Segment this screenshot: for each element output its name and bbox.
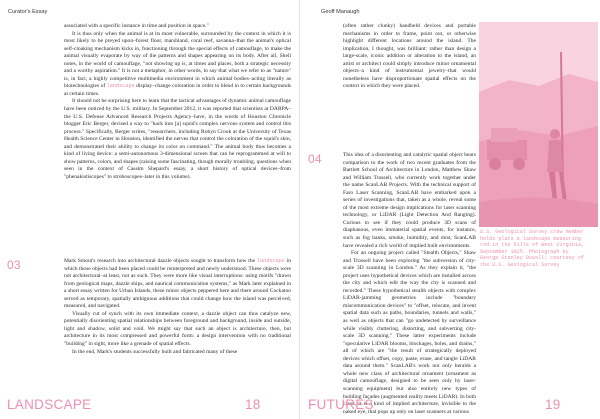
right-body-top xyxy=(343,23,476,91)
left-body-bottom xyxy=(64,258,291,356)
survey-photo-image xyxy=(479,22,598,227)
survey-photo xyxy=(479,22,598,227)
highlighted-term: landscape xyxy=(106,83,135,90)
right-section-number: 04 xyxy=(308,152,322,166)
left-body-top xyxy=(64,23,291,181)
body-paragraph: Visually cut of synch with its own immediate context, a dazzle object can thus catalyze new, potentially disorienting spatial relationships between foreground and background, inside and outside, light and shadow, solid and void. We might say that such an object is architecture, then, but architecture in its most compressed and powerful form: a design intervention with no traditional "building" in sight, more like a grenade of spatial effects. xyxy=(64,310,291,348)
body-paragraph: associated with a specific instance in time and position in space." xyxy=(64,23,209,29)
left-page-number: 18 xyxy=(245,397,261,412)
body-paragraph: This idea of a disorienting and catalytic spatial object bears comparison to the work of two recent graduates from the Bartlett School of Architecture in London, Matthew Shaw and William Trossell, who currently work together under the name ScanLAB Projects. With the technical support of Faro Laser Scanning, ScanLAB have embarked upon a series of investigations that, taken as a whole, reveal some of the most extreme design implications for laser scanning technology, or LiDAR (Light Detection And Ranging). Curious to see if they could produce 3D scans of diaphanous, even immaterial spatial events, for instance, such as fog banks, smoke, humidity, and mist, ScanLAB have revealed a rich world of implied built environments. xyxy=(343,152,476,249)
highlighted-term: landscape xyxy=(256,258,285,264)
right-body-bottom xyxy=(343,152,476,416)
right-running-head: Geoff Manaugh xyxy=(321,9,360,15)
body-paragraph: It is thus only when the animal is at its most vulnerable, surrounded by the context in which it is most likely to be preyed upon–forest floor, marshland, coral reef, savanna–that the animal's optical self-cloaking mechanism kicks in, functioning through the special effects of camouflage, to make the animal visually evaporate by way of the patterns and shapes appearing on its body. After all, Shell notes, in the world of camouflage, "not showing up is, at times and places, both a strategic necessity and a worthy aspiration." It is not a metaphor, in other words, to say that what we refer to as "nature" is, in fact, a highly competitive multimedia environment in which animal bodies–acting literally as biotechnologies of landscape display–change coloration in order to blend in to certain backgrounds at certain times. xyxy=(64,30,291,97)
right-page-number: 19 xyxy=(545,397,561,412)
body-paragraph: Mark Smout's research into architectural dazzle objects sought to transform how the landscape in which those objects had been placed could be reinterpreted and newly understood. These objects were not architectural–at least, not as such. They were more like visual interruptions: using motifs "drawn from geological maps, dazzle ships, and nautical communication systems," as Mark later explained in a short essay written for Urban Islands, these minor objects peppered here and there around Cockatoo served as temporary, spatially ambiguous additions that could change how the island was perceived, measured, and navigated. xyxy=(64,258,291,310)
body-paragraph: It should not be surprising here to learn that the tactical advantages of dynamic animal camouflage have been noticed by the U.S. military. In September 2012, it was reported that scientists at DARPA–the U.S. Defense Advanced Research Projects Agency–have, in the words of Houston Chronicle blogger Eric Berger, devised a way to "hack into [a] squid's complex nervous system and control this process." Specifically, Berger writes, "researchers, including Robyn Crook at the University of Texas Health Science Center in Houston, identified the nerves that control the coloration of the squid's skin, and demonstrated their ability to change its color on command." The animal body thus becomes a kind of living device: a semi-autonomous 3-dimensional screen that can be reprogrammed at will to show patterns, colors, and shapes (raising some fascinating, though morally troubling, questions when seen in the context of Cassim Shepard's essay, a short history of optical devices–from "phenakistiscopes" to stroboscopes–later in this volume). xyxy=(64,98,291,180)
body-paragraph: For an ongoing project called "Stealth Objects," Shaw and Trossell have been exploring "the subversion of city-scale 3D scanning in London." As they explain it, "the project uses hypothetical devices which are installed across the city and which edit the way the city is scanned and recorded." These hypothetical stealth objects with complex LiDAR-jamming geometries include "boundary miscommunication devices" to "offset, relocate, and invent spatial data such as paths, boundaries, tunnels and walls," as well as objects that can "go undetected by surveillance while visibly cluttering, distorting, and subverting city-scale 3D scanning." These latter experiments include "speculative LiDAR blooms, blockages, holes, and drains," all of which are "the result of strategically deployed devices which offset, copy, paste, erase, and tangle LiDAR data around them." ScanLAB's work not only heralds a whole new class of architectural ornament (ornament as digital camouflage, designed to be seen only by laser-scanning equipment) but also entirely new types of building façades (augmented reality meets LiDAR). In both cases, it is a kind of implied architecture, invisible to the naked eye, that pops up only on laser scanners at various xyxy=(343,250,476,415)
right-footer-label: FUTURES xyxy=(308,397,374,412)
left-footer-label: LANDSCAPE xyxy=(7,397,92,412)
left-section-number: 03 xyxy=(7,258,21,272)
body-paragraph: (often rather clunky) handheld devices and portable mechanisms in order to frame, point out, or otherwise highlight different locations around the island. The implication, I thought, was brilliant: rather than design a large-scale, iconic addition or alteration to the island, an artist or architect could simply introduce minor ornamental objects–a kind of instrumental jewelry–that would nonetheless have disproportionate spatial effects on the context in which they were placed. xyxy=(343,23,476,90)
photo-caption: U.S. Geological Survey crew member holds plats a landscape measuring rod in the hills of West Virginia, September 1925. Photograph by George Stanley Duvall; courtesy of the U.S. Geological Survey xyxy=(480,229,584,268)
body-paragraph: In the end, Mark's students successfully built and fabricated many of these xyxy=(72,348,238,355)
left-running-head: Curator's Essay xyxy=(8,9,48,15)
